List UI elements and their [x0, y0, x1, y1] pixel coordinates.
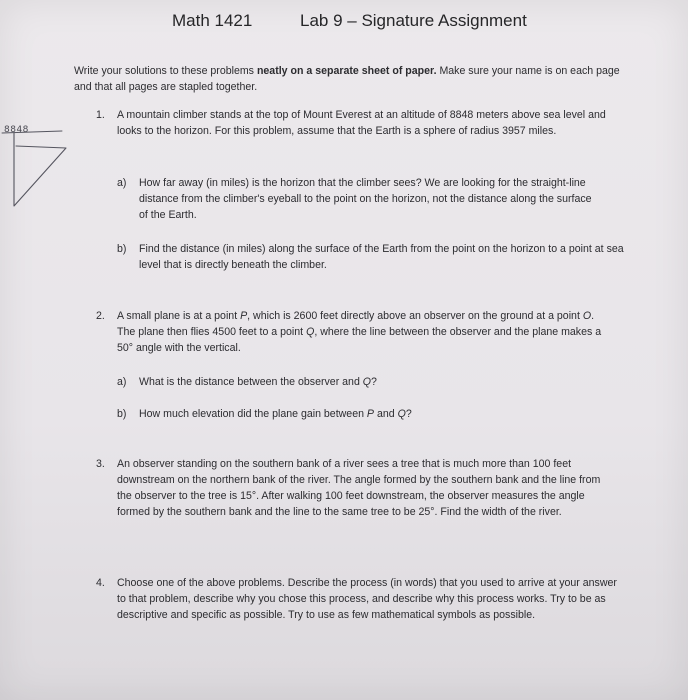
course-title: Math 1421: [172, 11, 253, 30]
part-text: Find the distance (in miles) along the surface of the Earth from the point on the horizon to a point at sea level that is directly beneath the climber.: [139, 243, 624, 271]
problem-1: [96, 107, 636, 157]
page-header: [0, 11, 688, 35]
part-text-segment: How much elevation did the plane gain between: [139, 408, 367, 420]
part-text-segment: ?: [405, 408, 412, 420]
part-label: a): [117, 177, 127, 189]
problem-text: Choose one of the above problems. Describe the process (in words) that you used to arrive at your answer to that problem, describe why you chose this process, and describe why this process works. Try to be as descriptive and specific as possible. Try to use as few mathematical symbols as possible.: [117, 577, 617, 621]
variable-p: P: [240, 310, 248, 322]
problem-1-part-a: [117, 175, 617, 225]
problem-3: [96, 456, 636, 540]
variable-q: Q: [306, 326, 315, 338]
problem-text-segment: , where the line between the observer and the plane makes a 50° angle with the vertical.: [117, 326, 602, 354]
part-label: a): [117, 376, 127, 388]
lab-title: Lab 9 – Signature Assignment: [300, 11, 527, 30]
problem-2: [96, 308, 636, 358]
problem-text: A mountain climber stands at the top of Mount Everest at an altitude of 8848 meters above sea level and looks to the horizon. For this problem, assume that the Earth is a sphere of radius 3957 miles.: [117, 109, 606, 137]
problem-text: An observer standing on the southern bank of a river sees a tree that is much more than 100 feet downstream on the northern bank of the river. The angle formed by the southern bank and the line from the observer to the tree is 15°. After walking 100 feet downstream, the observer measures the angle formed by the southern bank and the line to the same tree to be 25°. Find the width of the river.: [117, 458, 601, 518]
instructions-text-1: Write your solutions to these problems: [74, 65, 257, 77]
part-text-segment: What is the distance between the observer and: [139, 376, 363, 388]
problem-text-segment: A small plane is at a point: [117, 310, 241, 322]
handwritten-note: 8848: [4, 125, 29, 135]
handwritten-triangle-sketch: [0, 118, 72, 210]
variable-q: Q: [397, 408, 406, 420]
problem-2-part-a: [117, 374, 617, 392]
instructions: [74, 63, 630, 95]
part-text-segment: ?: [371, 376, 377, 388]
problem-number: 2.: [96, 310, 105, 322]
problem-text-segment: . The plane then flies 4500 feet to a point: [117, 310, 595, 338]
problem-1-part-b: [117, 241, 627, 275]
part-label: b): [117, 243, 127, 255]
instructions-text-2: Make sure your name is on each page and that all pages are stapled together.: [74, 65, 620, 93]
problem-4: [96, 575, 636, 643]
problem-2-part-b: [117, 406, 617, 424]
problem-number: 4.: [96, 577, 105, 589]
part-text: How far away (in miles) is the horizon that the climber sees? We are looking for the straight-line distance from the climber's eyeball to the point on the horizon, not the distance along the surface of the Earth.: [139, 177, 592, 221]
part-text-segment: and: [374, 408, 398, 420]
part-label: b): [117, 408, 127, 420]
variable-p: P: [366, 408, 374, 420]
part-text: [139, 406, 599, 422]
instructions-bold: neatly on a separate sheet of paper.: [256, 65, 437, 77]
variable-q: Q: [362, 376, 372, 388]
problem-number: 1.: [96, 109, 105, 121]
part-text: [139, 374, 599, 390]
problem-number: 3.: [96, 458, 105, 470]
variable-o: O: [582, 310, 592, 322]
problem-text-segment: , which is 2600 feet directly above an observer on the ground at a point: [247, 310, 583, 322]
problem-text: [117, 308, 612, 356]
